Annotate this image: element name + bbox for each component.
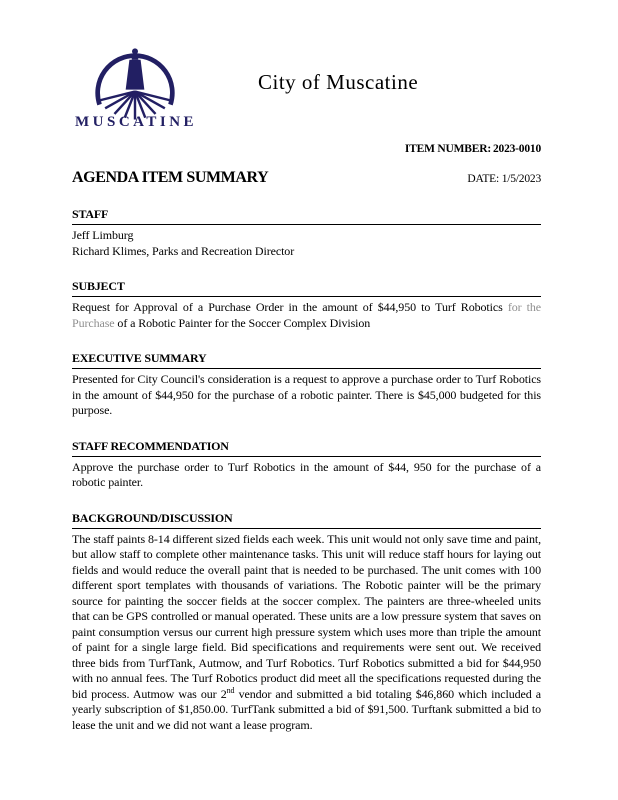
logo-wordmark: MUSCATINE [75,114,198,130]
subject-text-1: Request for Approval of a Purchase Order in the amount of $44,950 to Turf Robotics [72,300,508,314]
subject-text-2: of a Robotic Painter for the Soccer Complex Division [114,315,371,330]
section-staff-recommendation [72,439,541,491]
section-executive-summary [72,351,541,419]
executive-summary-heading: EXECUTIVE SUMMARY [72,351,541,369]
subject-text-muted: for the Purchase [72,300,541,330]
background-text-1: The staff paints 8-14 different sized fields each week. This unit would not only save time and paint, but allow staff to complete other maintenance tasks. This unit will reduce staff hours for laying out fields and would reduce the overall paint that is needed to be purchased. The unit comes with 100 different sport templates with thousands of variations. The Robotic painter will be the primary source for painting the soccer fields at the soccer complex. The painters are three-wheeled units that can be GPS controlled or manual operated. These units are a low pressure system that saves on paint consumption versus our current high pressure system which uses more than triple the amount of paint for a single large field. Bid specifications and requirements were sent out. We received three bids from TurfTank, Autmow, and Turf Robotics. Turf Robotics submitted a bid for $44,950 with no annual fees. The Turf Robotics product did meet all the specifications requested during the bid process. Autmow was our 2 [72,531,541,701]
staff-body [72,228,541,259]
section-staff [72,207,541,259]
date-value: 1/5/2023 [501,173,541,185]
item-number [72,143,541,155]
staff-recommendation-body: Approve the purchase order to Turf Robotics in the amount of $44, 950 for the purchase of a robotic painter. [72,459,541,489]
page-content [72,0,541,753]
item-number-value: 2023-0010 [492,143,541,155]
agenda-item-summary-title: AGENDA ITEM SUMMARY [72,169,269,186]
date-label: DATE: [467,173,500,185]
item-number-label: ITEM NUMBER: [404,143,491,155]
executive-summary-body: Presented for City Council's consideration is a request to approve a purchase order to Turf Robotics in the amount of $44,950 for the purchase of a robotic painter. There is $45,000 budgeted for this purpose. [72,372,541,417]
subject-heading: SUBJECT [72,279,541,297]
staff-line-1: Jeff Limburg [72,228,134,242]
agenda-title-row [72,169,541,187]
subject-body [72,300,541,331]
page-title: City of Muscatine [258,70,419,94]
staff-line-2: Richard Klimes, Parks and Recreation Director [72,243,295,258]
sections [72,207,541,733]
section-subject [72,279,541,331]
date-field [467,173,541,185]
section-background-discussion [72,511,541,734]
staff-heading: STAFF [72,207,541,225]
background-superscript: nd [226,685,235,695]
background-discussion-heading: BACKGROUND/DISCUSSION [72,511,541,529]
muscatine-logo [75,42,198,131]
document-header [72,0,541,131]
staff-recommendation-heading: STAFF RECOMMENDATION [72,439,541,457]
background-discussion-body [72,532,541,734]
background-text-2: vendor and submitted a bid totaling $46,860 which included a yearly subscription of $1,850.00. TurfTank submitted a bid of $91,500. Turftank submitted a bid to lease the unit and we did not want a lease program. [72,686,541,732]
